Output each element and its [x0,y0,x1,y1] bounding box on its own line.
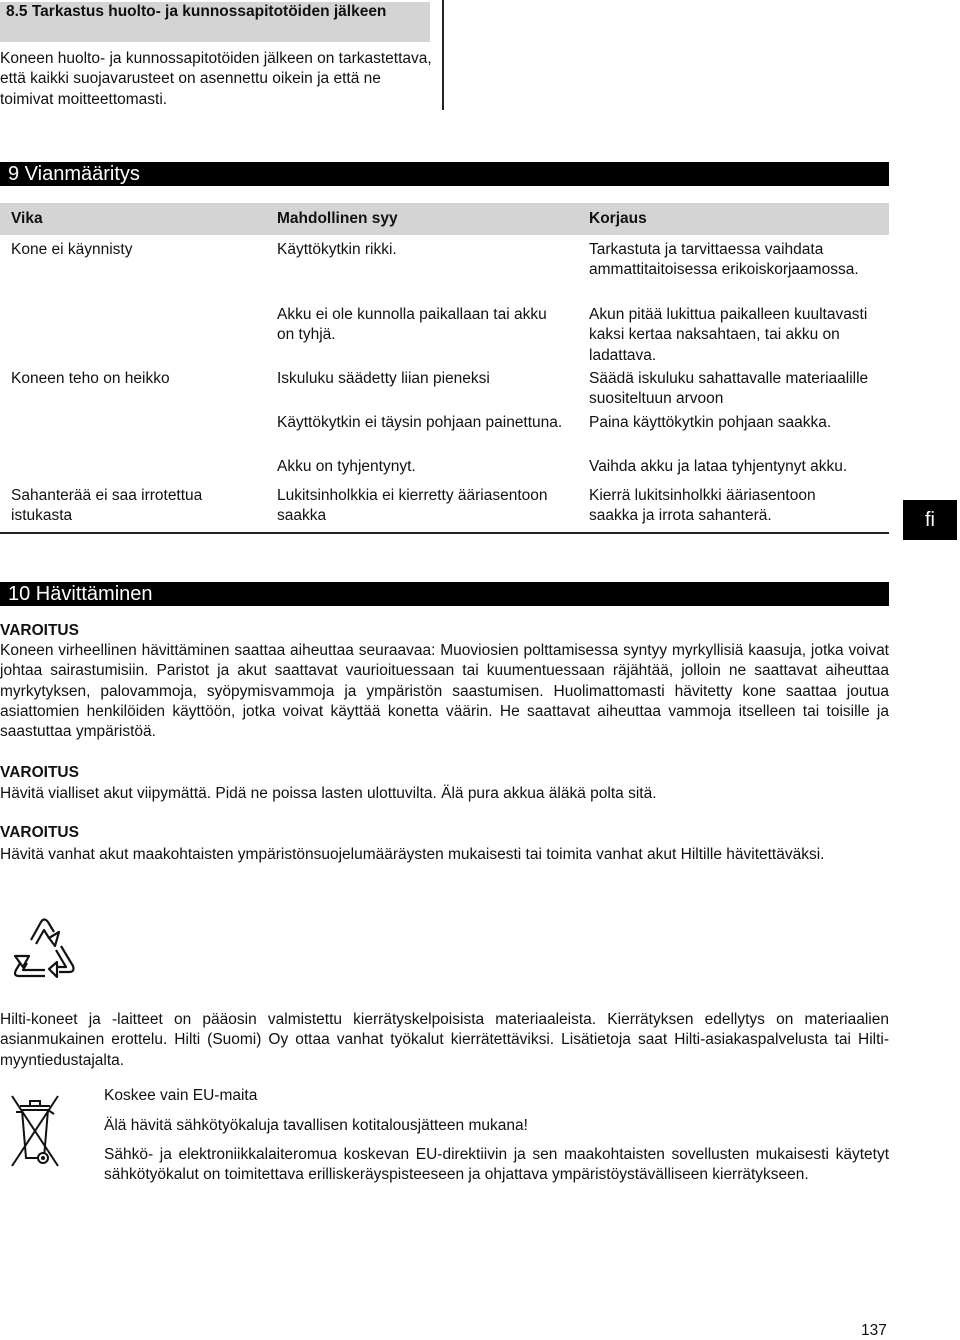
section-8-5-text: Koneen huolto- ja kunnossapitotöiden jälkeen on tarkastettava, että kaikki suojavarusteet on asennettu oikein ja että ne toimivat moitteettomasti. [0,50,432,108]
crossed-out-bin-icon [6,1090,64,1170]
column-header-fix: Korjaus [589,210,647,227]
fix-cell: Tarkastuta ja tarvittaessa vaihdata ammattitaitoisessa erikoiskorjaamossa. [589,241,859,279]
page-number: 137 [861,1322,887,1339]
table-row [0,305,889,367]
warning-text: Koneen virheellinen hävittäminen saattaa aiheuttaa seuraavaa: Muoviosien polttamisessa syntyy myrkyllisiä kaasuja, jotka voivat johtaa sairastumisiin. Paristot ja akut saattavat vaurioituessaan tai kuumentuessaan räjähtää, jolloin ne saattavat aiheuttaa myrkytyksen, palovammoja, syöpymisvammoja ja ympäristön saastumisen. Huolimattomasti hävitetty kone saattaa joutua asiattomien henkilöiden käyttöön, jotka voivat käyttää konetta väärin. He saattavat aiheuttaa vammoja itselleen tai toisille ja saastuttaa ympäristöä. [0,642,889,741]
section-8-5-title: 8.5 Tarkastus huolto- ja kunnossapitotöiden jälkeen [0,2,430,42]
recycling-icon [3,910,85,988]
section-10-title: 10 Hävittäminen [0,582,889,606]
table-row [0,486,889,530]
table-row [0,413,889,455]
warning-text: Hävitä vialliset akut viipymättä. Pidä ne poissa lasten ulottuvilta. Älä pura akkua äläkä polta sitä. [0,785,657,802]
section-9-title: 9 Vianmääritys [0,162,889,186]
table-header [0,203,889,235]
fix-cell: Akun pitää lukittua paikalleen kuultavasti kaksi kertaa naksahtaen, tai akku on ladattava. [589,306,868,364]
cause-cell: Akku ei ole kunnolla paikallaan tai akku on tyhjä. [277,306,547,344]
fix-cell: Vaihda akku ja lataa tyhjentynyt akku. [589,458,848,475]
eu-directive-text: Sähkö- ja elektroniikkalaiteromua koskevan EU-direktiivin ja sen maakohtaisten sovellusten mukaisesti käytetyt sähkötyökalut on toimitettava erilliskeräyspisteeseen ja ohjattava ympäristöystävälliseen kierrätykseen. [104,1146,889,1184]
table-row [0,369,889,411]
cause-cell: Käyttökytkin rikki. [277,241,397,258]
column-header-fault: Vika [11,210,43,227]
recycling-text: Hilti-koneet ja -laitteet on pääosin valmistettu kierrätyskelpoisista materiaaleista. Kierrätyksen edellytys on materiaalien asianmukainen erottelu. Hilti (Suomi) Oy ottaa vanhat työkalut kierrätettäviksi. Lisätietoja saat Hilti-asiakaspalvelusta tai Hilti-myyntiedustajalta. [0,1011,889,1069]
warning-label: VAROITUS [0,622,79,639]
language-tab: fi [903,500,957,540]
table-bottom-rule [0,532,889,534]
warning-text: Hävitä vanhat akut maakohtaisten ympäristönsuojelumääräysten mukaisesti tai toimita vanhat akut Hiltille hävitettäväksi. [0,846,825,863]
warning-label: VAROITUS [0,764,79,781]
fix-cell: Kierrä lukitsinholkki ääriasentoon saakka ja irrota sahanterä. [589,487,816,525]
cause-cell: Akku on tyhjentynyt. [277,458,416,475]
fault-cell: Sahanterää ei saa irrotettua istukasta [11,487,203,525]
eu-only-text: Koskee vain EU-maita [104,1087,258,1104]
fix-cell: Säädä iskuluku sahattavalle materiaalille suositeltuun arvoon [589,370,869,408]
column-header-cause: Mahdollinen syy [277,210,398,227]
warning-label: VAROITUS [0,824,79,841]
table-row [0,240,889,302]
column-divider [442,0,444,110]
eu-disposal-warning: Älä hävitä sähkötyökaluja tavallisen kotitalousjätteen mukana! [104,1117,528,1134]
fix-cell: Paina käyttökytkin pohjaan saakka. [589,414,832,431]
cause-cell: Lukitsinholkkia ei kierretty ääriasentoon saakka [277,487,548,525]
table-row [0,457,889,479]
cause-cell: Iskuluku säädetty liian pieneksi [277,370,490,387]
fault-cell: Kone ei käynnisty [11,241,133,258]
cause-cell: Käyttökytkin ei täysin pohjaan painettuna. [277,414,563,431]
fault-cell: Koneen teho on heikko [11,370,170,387]
